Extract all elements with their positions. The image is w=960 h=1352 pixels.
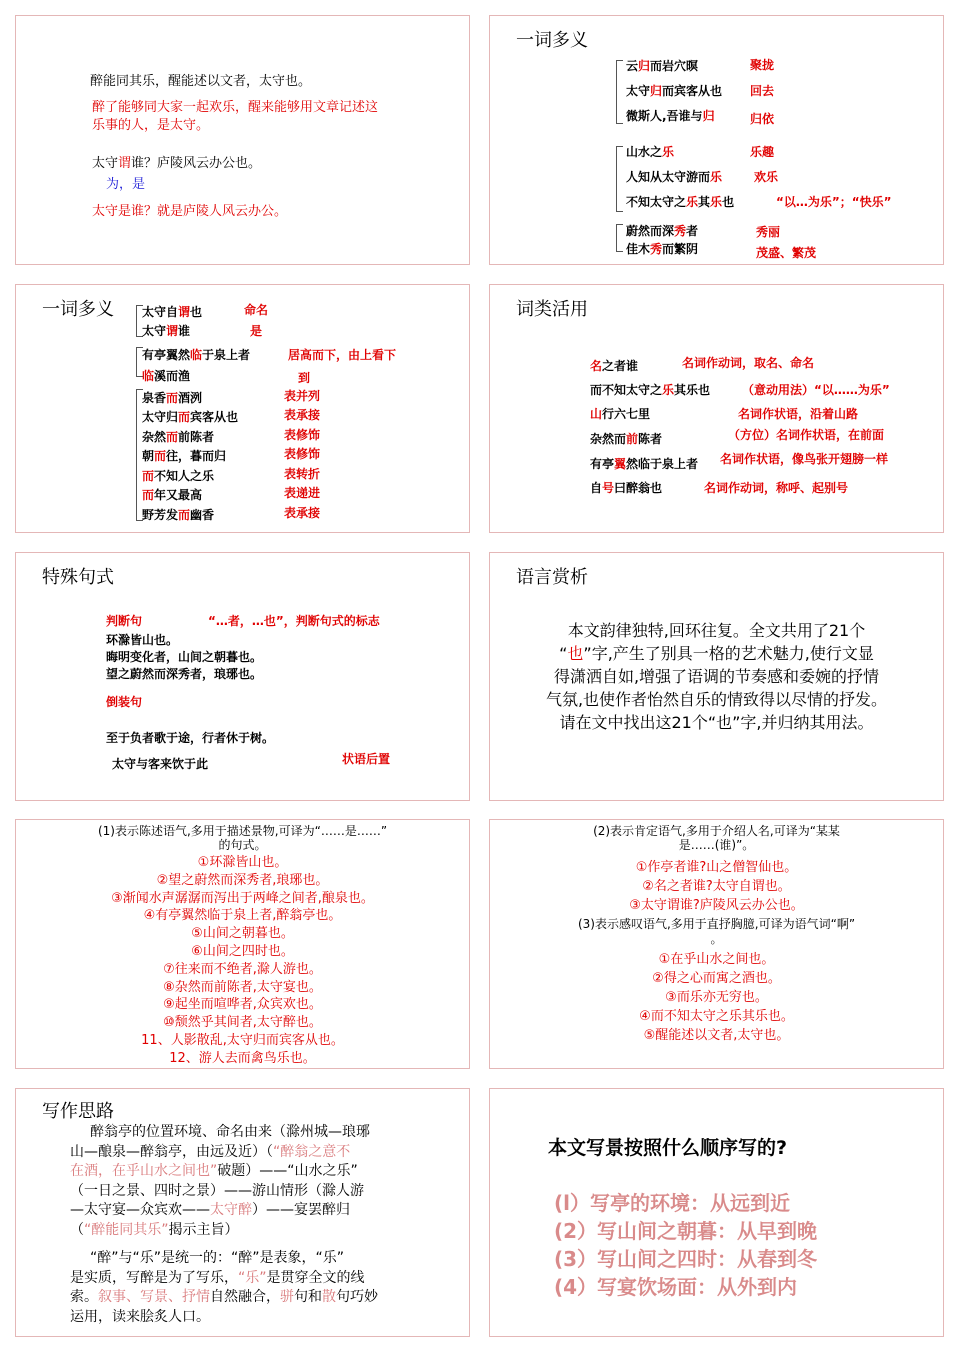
s3-highlight: 而 bbox=[178, 508, 191, 522]
s4-meaning: （意动用法）“以……为乐” bbox=[742, 383, 890, 397]
s2-row bbox=[626, 82, 722, 99]
s3-highlight: 谓 bbox=[166, 324, 179, 338]
s3-highlight: 而 bbox=[166, 391, 179, 405]
s3-text-c: 不知人之乐 bbox=[154, 469, 215, 483]
s2-text-a: 云 bbox=[626, 59, 639, 73]
s3-text-c: 于泉上者 bbox=[202, 348, 251, 362]
s3-text-c: 也 bbox=[190, 305, 203, 319]
s9-t6 bbox=[70, 1221, 370, 1241]
s2-highlight: 归 bbox=[638, 59, 651, 73]
s3-row bbox=[142, 389, 202, 406]
s4-text-a: 有亭 bbox=[590, 457, 615, 471]
s2-text-a: 太守 bbox=[626, 84, 651, 98]
s2-bracket-3 bbox=[616, 224, 623, 252]
s8-items-1 bbox=[490, 858, 943, 915]
s5-title: 特殊句式 bbox=[42, 567, 114, 588]
s8-intro bbox=[490, 824, 943, 852]
s2-text-a: 不知太守之 bbox=[626, 195, 687, 209]
slide-10 bbox=[489, 1088, 944, 1337]
s4-row bbox=[590, 405, 650, 422]
s6-title: 语言赏析 bbox=[516, 567, 588, 588]
s2-text-a: 山水之 bbox=[626, 145, 663, 159]
slide-5 bbox=[15, 552, 470, 801]
s3-text-a: 太守归 bbox=[142, 410, 179, 424]
s2-text-c: 其 bbox=[698, 195, 711, 209]
s8-intro-4: 。 bbox=[710, 932, 723, 946]
s3-text-a: 有亭翼然 bbox=[142, 348, 191, 362]
s2-text-c: 而宾客从也 bbox=[662, 84, 723, 98]
s4-row bbox=[590, 357, 638, 374]
s4-highlight: 前 bbox=[626, 432, 639, 446]
s3-row bbox=[142, 303, 202, 320]
s3-text-a: 泉香 bbox=[142, 391, 167, 405]
s3-row bbox=[142, 428, 214, 445]
s4-highlight: 名 bbox=[590, 359, 603, 373]
s2-highlight: 秀 bbox=[674, 224, 687, 238]
s4-text-c: 曰醉翁也 bbox=[614, 481, 663, 495]
s2-text-a: 微斯人,吾谁与 bbox=[626, 109, 703, 123]
s7-item: ⑥山间之四时也。 bbox=[191, 943, 294, 959]
s9-text-1 bbox=[70, 1123, 370, 1240]
s2-highlight: 乐 bbox=[662, 145, 675, 159]
s3-text-c: 宾客从也 bbox=[190, 410, 239, 424]
s3-row bbox=[142, 346, 250, 363]
s9-u3r3: 散 bbox=[322, 1289, 336, 1305]
s7-item: 12、游人去而禽鸟乐也。 bbox=[169, 1050, 316, 1066]
s2-row bbox=[626, 143, 674, 160]
s5-example-5: 太守与客来饮于此 bbox=[112, 757, 209, 771]
s8-intro-3: (3)表示感叹语气,多用于直抒胸臆,可译为语气词“啊” bbox=[577, 917, 856, 931]
s2-text-d: 也 bbox=[722, 195, 735, 209]
s2-row bbox=[626, 57, 698, 74]
s2-meaning: 聚拢 bbox=[750, 58, 775, 72]
s8-item: ②得之心而寓之酒也。 bbox=[652, 971, 781, 986]
s9-u3r: 叙事、写景、抒情 bbox=[98, 1289, 210, 1305]
s6-p2b: 也 bbox=[567, 644, 584, 663]
s7-item: ②望之蔚然而深秀者,琅琊也。 bbox=[156, 872, 329, 888]
s2-row bbox=[626, 240, 698, 257]
s7-item: ③渐闻水声潺潺而泻出于两峰之间者,酿泉也。 bbox=[111, 890, 374, 906]
slide-4 bbox=[489, 284, 944, 533]
s7-item: ⑤山间之朝暮也。 bbox=[191, 926, 294, 942]
s4-title: 词类活用 bbox=[516, 299, 588, 320]
s6-p2 bbox=[490, 642, 943, 665]
s4-text-c: 行六七里 bbox=[602, 407, 651, 421]
s3-meaning: 表转折 bbox=[284, 467, 321, 481]
s2-text-c: 者 bbox=[686, 224, 699, 238]
s4-text-c: 陈者 bbox=[638, 432, 663, 446]
s6-p1: 本文韵律独特,回环往复。全文共用了21个 bbox=[567, 621, 866, 640]
s3-row bbox=[142, 506, 214, 523]
s8-item: ③而乐亦无穷也。 bbox=[665, 990, 768, 1005]
s9-t4: （一日之景、四时之景）——游山情形（滁人游 bbox=[70, 1182, 364, 1199]
s3-row bbox=[142, 486, 202, 503]
s7-item: ⑨起坐而喧哗者,众宾欢也。 bbox=[163, 997, 322, 1013]
s9-text-2 bbox=[70, 1249, 378, 1327]
s9-t6b: 揭示主旨） bbox=[168, 1221, 239, 1238]
s3-meaning: 居高而下，由上看下 bbox=[288, 348, 397, 362]
s3-row bbox=[142, 408, 238, 425]
s3-row bbox=[142, 467, 214, 484]
s1-line-2a: 醉了能够同大家一起欢乐，醒来能够用文章记述这 bbox=[92, 100, 379, 115]
s8-intro-1: (2)表示肯定语气,多用于介绍人名,可译为“某某 bbox=[593, 824, 840, 838]
s2-title: 一词多义 bbox=[516, 30, 588, 51]
s2-highlight: 秀 bbox=[650, 242, 663, 256]
s8-item: ③太守谓谁?庐陵风云办公也。 bbox=[629, 898, 804, 913]
s3-text-a: 野芳发 bbox=[142, 508, 179, 522]
s9-t5a: —太守宴—众宾欢—— bbox=[70, 1202, 210, 1218]
s6-paragraph bbox=[490, 619, 943, 734]
s9-t6a: （ bbox=[70, 1221, 84, 1238]
s3-highlight: 谓 bbox=[178, 305, 191, 319]
s3-text-c: 谁 bbox=[178, 324, 191, 338]
s10-items bbox=[554, 1189, 817, 1301]
s1-line-2b: 乐事的人，是太守。 bbox=[92, 118, 210, 133]
s10-question: 本文写景按照什么顺序写的? bbox=[548, 1137, 788, 1159]
s4-row bbox=[590, 455, 698, 472]
s2-bracket-2 bbox=[616, 146, 623, 212]
s9-u3b: 自然融合， bbox=[210, 1289, 280, 1305]
s3-text-c: 前陈者 bbox=[178, 430, 215, 444]
s2-meaning: 欢乐 bbox=[754, 170, 779, 184]
s9-u2r: “乐” bbox=[238, 1269, 267, 1286]
s2-text-a: 蔚然而深 bbox=[626, 224, 675, 238]
s3-row bbox=[142, 447, 226, 464]
s3-text-c: 往，暮而归 bbox=[166, 449, 227, 463]
s7-item: ④有亭翼然临于泉上者,醉翁亭也。 bbox=[143, 908, 342, 924]
s6-p2c: ”字,产生了别具一格的艺术魅力,使行文显 bbox=[583, 644, 874, 663]
s3-meaning: 到 bbox=[298, 371, 311, 385]
s2-row bbox=[626, 222, 698, 239]
s9-t3a: 破题）——“山水之乐” bbox=[217, 1163, 358, 1179]
s9-t6r: “醉能同其乐” bbox=[84, 1221, 169, 1238]
s4-meaning: 名词作状语，沿着山路 bbox=[738, 407, 859, 421]
s5-example-1: 环滁皆山也。 bbox=[106, 633, 179, 647]
s4-meaning: 名词作动词，取名、命名 bbox=[682, 356, 815, 370]
s3-title: 一词多义 bbox=[42, 299, 114, 320]
s2-meaning: 茂盛、繁茂 bbox=[756, 246, 817, 260]
s3-meaning: 表修饰 bbox=[284, 447, 321, 461]
s2-row bbox=[626, 168, 722, 185]
s3-text-c: 酒洌 bbox=[178, 391, 203, 405]
s3-meaning: 表承接 bbox=[284, 506, 321, 520]
s4-text-a: 而不知太守之 bbox=[590, 383, 663, 397]
s8-item: ②名之者谁?太守自谓也。 bbox=[642, 879, 791, 894]
s5-inversion-note: 状语后置 bbox=[342, 752, 391, 766]
s1-line-5: 太守是谁？就是庐陵人风云办公。 bbox=[92, 204, 288, 219]
s8-intro-2: 是……(谁)”。 bbox=[678, 838, 755, 852]
s4-highlight: 山 bbox=[590, 407, 603, 421]
s10-item: (l）写亭的环境：从远到近 bbox=[554, 1191, 790, 1215]
s3-meaning: 是 bbox=[250, 324, 263, 338]
s9-t5 bbox=[70, 1201, 370, 1221]
s2-text-a: 佳木 bbox=[626, 242, 651, 256]
s3-text-c: 溪而渔 bbox=[154, 369, 191, 383]
s8-item: ④而不知太守之乐其乐也。 bbox=[639, 1009, 794, 1024]
s9-t2r: “醉翁之意不 bbox=[273, 1143, 351, 1160]
s2-highlight: 乐 bbox=[710, 170, 723, 184]
s3-meaning: 表修饰 bbox=[284, 428, 321, 442]
s2-highlight: 归 bbox=[650, 84, 663, 98]
s4-highlight: 乐 bbox=[662, 383, 675, 397]
s3-meaning: 表并列 bbox=[284, 389, 321, 403]
s8-item: ①作亭者谁?山之僧智仙也。 bbox=[635, 860, 798, 875]
s7-intro-1: (1)表示陈述语气,多用于描述景物,可译为“……是……” bbox=[97, 824, 388, 838]
s9-u2b: 是贯穿全文的线 bbox=[266, 1269, 365, 1286]
s3-meaning: 表递进 bbox=[284, 486, 321, 500]
s4-text-c: 之者谁 bbox=[602, 359, 639, 373]
s4-row bbox=[590, 479, 662, 496]
s4-highlight: 号 bbox=[602, 481, 615, 495]
s2-row bbox=[626, 107, 715, 124]
slide-8 bbox=[489, 819, 944, 1069]
slide-7 bbox=[15, 819, 470, 1069]
s5-heading-judgement: 判断句 bbox=[106, 614, 143, 628]
s5-heading-judgement-note: “…者，…也”，判断句式的标志 bbox=[208, 614, 380, 628]
s2-text-c: 而繁阴 bbox=[662, 242, 699, 256]
s7-item: ⑦往来而不绝者,滁人游也。 bbox=[163, 961, 322, 977]
s5-example-3: 望之蔚然而深秀者，琅琊也。 bbox=[106, 667, 263, 681]
slide-1 bbox=[15, 15, 470, 265]
s10-item: (2）写山间之朝暮：从早到晚 bbox=[554, 1219, 818, 1243]
slide-9 bbox=[15, 1088, 470, 1337]
s2-meaning: 归依 bbox=[750, 112, 775, 126]
s1-line-4: 为，是 bbox=[106, 177, 146, 192]
s10-item: (3）写山间之四时：从春到冬 bbox=[554, 1247, 818, 1271]
s10-item: (4）写宴饮场面：从外到内 bbox=[554, 1275, 798, 1299]
s4-highlight: 翼 bbox=[614, 457, 627, 471]
s9-u3a: 索。 bbox=[70, 1289, 98, 1305]
s3-row bbox=[142, 322, 190, 339]
s8-item: ①在乎山水之间也。 bbox=[658, 952, 775, 967]
s4-meaning: 名词作状语，像鸟张开翅膀一样 bbox=[720, 452, 889, 466]
s7-item: ①环滁皆山也。 bbox=[197, 855, 288, 870]
s9-u3c: 句和 bbox=[294, 1289, 322, 1305]
s7-item: ⑧杂然而前陈者,太守宴也。 bbox=[163, 979, 322, 995]
s3-highlight: 而 bbox=[154, 449, 167, 463]
s9-t1: 醉翁亭的位置环境、命名由来（滁州城—琅琊 bbox=[90, 1124, 370, 1140]
s4-text-a: 自 bbox=[590, 481, 603, 495]
s3-text-a: 杂然 bbox=[142, 430, 167, 444]
s4-meaning: （方位）名词作状语，在前面 bbox=[728, 428, 885, 442]
s2-highlight-2: 乐 bbox=[710, 195, 723, 209]
s6-p4: 气氛,也使作者怡然自乐的情致得以尽情的抒发。 bbox=[545, 690, 888, 709]
s9-t5r: 太守醉 bbox=[210, 1202, 252, 1218]
s2-highlight: 乐 bbox=[686, 195, 699, 209]
s9-t2 bbox=[70, 1143, 370, 1163]
s1-line-3c: 谁？庐陵风云办公也。 bbox=[131, 156, 262, 171]
s2-meaning: 回去 bbox=[750, 84, 775, 98]
s2-meaning: 秀丽 bbox=[756, 225, 781, 239]
s9-t3r: 在酒，在乎山水之间也” bbox=[70, 1163, 218, 1179]
s3-highlight: 而 bbox=[142, 488, 155, 502]
s4-text-c: 然临于泉上者 bbox=[626, 457, 699, 471]
s8-items-2 bbox=[490, 950, 943, 1045]
s9-title: 写作思路 bbox=[42, 1101, 114, 1122]
s2-row bbox=[626, 193, 734, 210]
s3-meaning: 表承接 bbox=[284, 408, 321, 422]
s1-line-3a: 太守 bbox=[92, 156, 119, 171]
s3-text-a: 太守自 bbox=[142, 305, 179, 319]
s7-intro-2: 的句式。 bbox=[218, 838, 267, 852]
s4-row bbox=[590, 430, 662, 447]
s4-text-a: 杂然而 bbox=[590, 432, 627, 446]
s9-u3 bbox=[70, 1288, 378, 1308]
s9-u1: “醉”与“乐”是统一的：“醉”是表象，“乐” bbox=[90, 1250, 345, 1266]
s3-text-a: 朝 bbox=[142, 449, 155, 463]
s2-bracket-1 bbox=[616, 60, 623, 124]
s1-line-3b: 谓 bbox=[118, 156, 132, 171]
s7-item: ⑩颓然乎其间者,太守醉也。 bbox=[163, 1015, 322, 1031]
slide-3 bbox=[15, 284, 470, 533]
s7-items bbox=[16, 854, 469, 1068]
s9-u2 bbox=[70, 1269, 378, 1289]
s9-u3r2: 骈 bbox=[280, 1289, 294, 1305]
s9-t5b: ）——宴罢醉归 bbox=[252, 1202, 350, 1218]
s7-item: 11、人影散乱,太守归而宾客从也。 bbox=[141, 1032, 344, 1048]
s3-highlight: 而 bbox=[178, 410, 191, 424]
s3-highlight: 而 bbox=[166, 430, 179, 444]
slide-6 bbox=[489, 552, 944, 801]
s3-highlight: 临 bbox=[190, 348, 203, 362]
s2-meaning: 乐趣 bbox=[750, 145, 775, 159]
slide-2 bbox=[489, 15, 944, 265]
s2-meaning: “以…为乐”；“快乐” bbox=[776, 195, 892, 209]
s3-text-a: 太守 bbox=[142, 324, 167, 338]
s1-line-1: 醉能同其乐，醒能述以文者，太守也。 bbox=[90, 74, 312, 89]
s3-text-c: 年又最高 bbox=[154, 488, 203, 502]
s9-u2a: 是实质，写醉是为了写乐， bbox=[70, 1269, 238, 1286]
s3-highlight: 临 bbox=[142, 369, 155, 383]
s3-row bbox=[142, 367, 190, 384]
s5-example-2: 晦明变化者，山间之朝暮也。 bbox=[106, 650, 263, 664]
s3-highlight: 而 bbox=[142, 469, 155, 483]
s1-line-3 bbox=[92, 152, 261, 171]
s3-meaning: 命名 bbox=[244, 303, 269, 317]
s8-intro-b bbox=[490, 917, 943, 947]
s3-text-c: 幽香 bbox=[190, 508, 215, 522]
s9-t2a: 山—酿泉—醉翁亭，由远及近）（ bbox=[70, 1143, 273, 1160]
s5-example-4: 至于负者歌于途，行者休于树。 bbox=[106, 731, 275, 745]
s2-highlight: 归 bbox=[702, 109, 715, 123]
s4-row bbox=[590, 381, 710, 398]
s9-u4: 运用，读来脍炙人口。 bbox=[70, 1308, 210, 1325]
s8-item: ⑤醒能述以文者,太守也。 bbox=[643, 1028, 790, 1043]
s2-text-c: 而岩穴暝 bbox=[650, 59, 699, 73]
s9-u3d: 句巧妙 bbox=[336, 1289, 378, 1305]
s6-p2a: “ bbox=[559, 644, 568, 663]
s7-intro bbox=[16, 824, 469, 852]
s5-heading-inversion: 倒装句 bbox=[106, 695, 143, 709]
s4-text-c: 其乐也 bbox=[674, 383, 711, 397]
s2-text-a: 人知从太守游而 bbox=[626, 170, 711, 184]
s9-t3 bbox=[70, 1162, 370, 1182]
s6-p3: 得潇洒自如,增强了语调的节奏感和委婉的抒情 bbox=[553, 667, 880, 686]
s6-p5: 请在文中找出这21个“也”字,并归纳其用法。 bbox=[559, 713, 874, 732]
s4-meaning: 名词作动词，称呼、起别号 bbox=[704, 481, 849, 495]
